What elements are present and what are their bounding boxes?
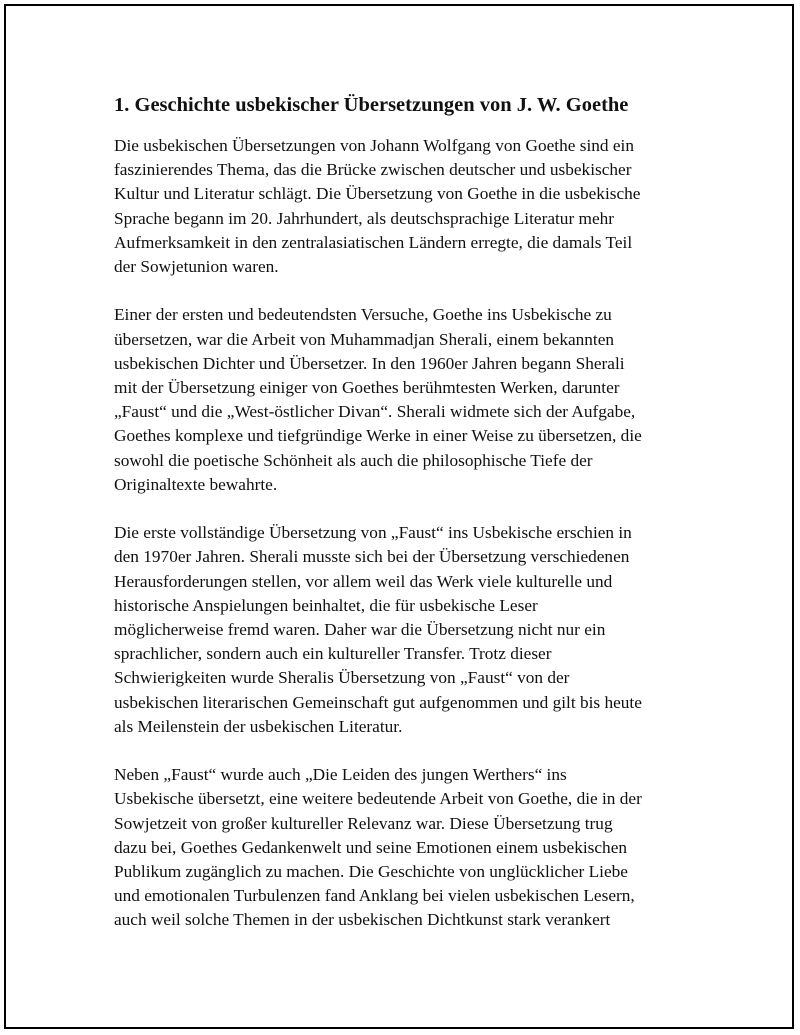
text-line: möglicherweise fremd waren. Daher war die Übersetzung nicht nur ein	[114, 620, 606, 640]
text-line: usbekischen literarischen Gemeinschaft gut aufgenommen und gilt bis heute	[114, 692, 642, 712]
text-line: dazu bei, Goethes Gedankenwelt und seine Emotionen einem usbekischen	[114, 837, 628, 857]
text-line: Kultur und Literatur schlägt. Die Übersetzung von Goethe in die usbekische	[114, 184, 641, 204]
text-line: usbekischen Dichter und Übersetzer. In den 1960er Jahren begann Sherali	[114, 353, 625, 373]
text-line: sprachlicher, sondern auch ein kultureller Transfer. Trotz dieser	[114, 644, 552, 664]
text-line: übersetzen, war die Arbeit von Muhammadjan Sherali, einem bekannten	[114, 329, 615, 349]
paragraph-2	[114, 303, 694, 497]
paragraph-3	[114, 521, 694, 739]
text-line: Herausforderungen stellen, vor allem weil das Werk viele kulturelle und	[114, 571, 613, 591]
text-line: Schwierigkeiten wurde Sheralis Übersetzung von „Faust“ von der	[114, 668, 570, 688]
text-line: Die usbekischen Übersetzungen von Johann Wolfgang von Goethe sind ein	[114, 136, 634, 155]
text-line: Usbekische übersetzt, eine weitere bedeutende Arbeit von Goethe, die in der	[114, 789, 642, 809]
text-line: Goethes komplexe und tiefgründige Werke in einer Weise zu übersetzen, die	[114, 426, 642, 446]
text-line: Aufmerksamkeit in den zentralasiatischen Ländern erregte, die damals Teil	[114, 232, 633, 252]
text-line: sowohl die poetische Schönheit als auch die philosophische Tiefe der	[114, 450, 593, 470]
paragraph-4	[114, 763, 694, 932]
text-line: Publikum zugänglich zu machen. Die Geschichte von unglücklicher Liebe	[114, 862, 628, 882]
text-line: der Sowjetunion waren.	[114, 257, 279, 277]
text-line: auch weil solche Themen in der usbekischen Dichtkunst stark verankert	[114, 910, 611, 930]
text-line: als Meilenstein der usbekischen Literatur.	[114, 716, 403, 736]
section-heading: 1. Geschichte usbekischer Übersetzungen von J. W. Goethe	[114, 94, 629, 116]
text-line: faszinierendes Thema, das die Brücke zwischen deutscher und usbekischer	[114, 160, 632, 180]
text-line: Die erste vollständige Übersetzung von „Faust“ ins Usbekische erschien in	[114, 523, 632, 543]
text-line: mit der Übersetzung einiger von Goethes berühmtesten Werken, darunter	[114, 378, 620, 398]
text-line: historische Anspielungen beinhaltet, die für usbekische Leser	[114, 595, 538, 615]
text-line: und emotionalen Turbulenzen fand Anklang bei vielen usbekischen Lesern,	[114, 886, 635, 906]
paragraph-1	[114, 134, 694, 279]
document-body	[114, 92, 694, 957]
text-line: Einer der ersten und bedeutendsten Versuche, Goethe ins Usbekische zu	[114, 305, 612, 325]
text-line: Neben „Faust“ wurde auch „Die Leiden des jungen Werthers“ ins	[114, 765, 567, 785]
text-line: Originaltexte bewahrte.	[114, 474, 278, 494]
text-line: Sowjetzeit von großer kultureller Relevanz war. Diese Übersetzung trug	[114, 813, 613, 833]
text-line: den 1970er Jahren. Sherali musste sich bei der Übersetzung verschiedenen	[114, 547, 630, 567]
text-line: „Faust“ und die „West-östlicher Divan“. Sherali widmete sich der Aufgabe,	[114, 402, 636, 422]
text-line: Sprache begann im 20. Jahrhundert, als deutschsprachige Literatur mehr	[114, 208, 615, 228]
